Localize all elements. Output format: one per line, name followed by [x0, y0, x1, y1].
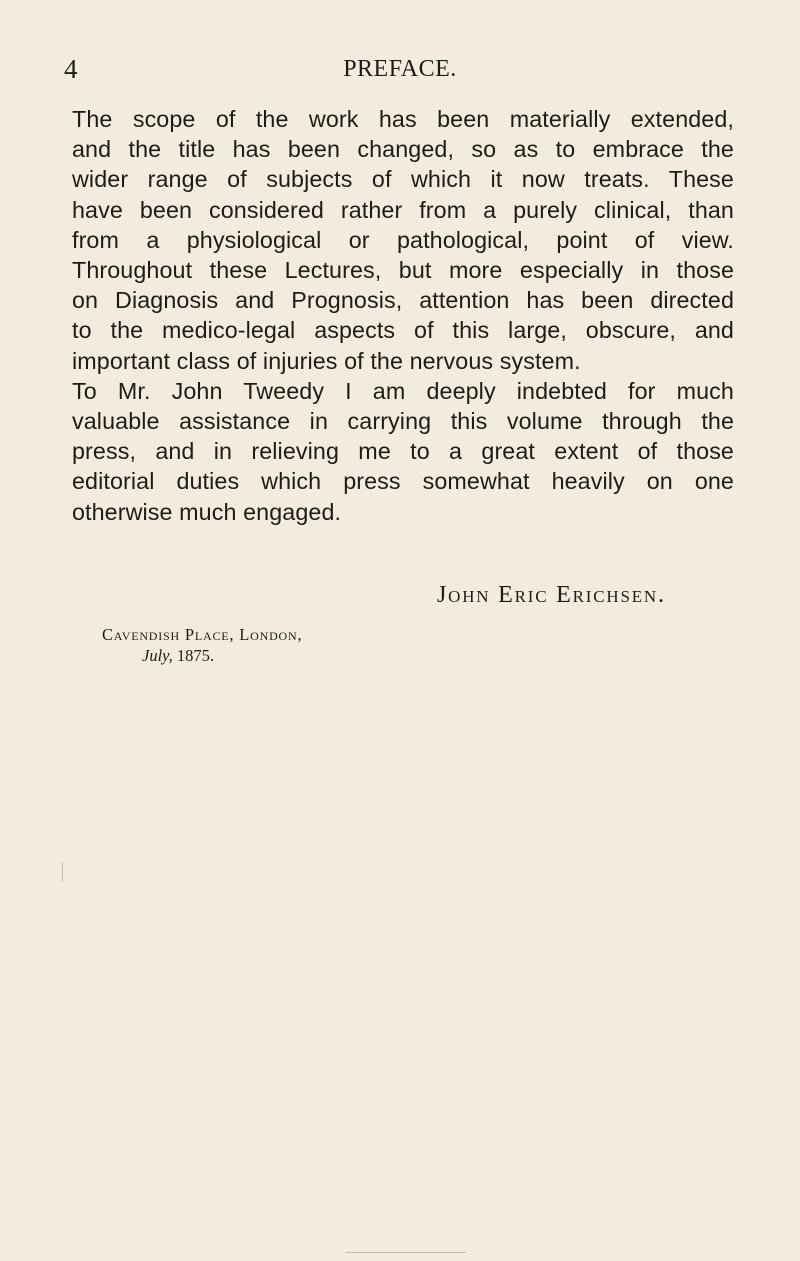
text-line: otherwise much engaged. — [72, 498, 342, 525]
text-line: from a physiological or pathological, point of view. — [72, 226, 734, 253]
preface-text — [72, 104, 734, 527]
text-line: and the title has been changed, so as to embrace the — [72, 136, 734, 163]
text-line: To Mr. John Tweedy I am deeply indebted for much — [72, 377, 734, 404]
text-line: valuable assistance in carrying this volume through the — [72, 408, 734, 435]
author-signature: John Eric Erichsen. — [437, 582, 666, 608]
paper-blemish — [346, 1252, 466, 1253]
text-line: important class of injuries of the nervous system. — [72, 347, 581, 374]
page-header — [0, 52, 800, 86]
text-line: The scope of the work has been materially extended, — [72, 106, 734, 132]
text-line: press, and in relieving me to a great extent of those — [72, 438, 734, 465]
text-line: Throughout these Lectures, but more especially in those — [72, 257, 734, 284]
date-year: 1875. — [176, 646, 214, 665]
page-number: 4 — [64, 54, 78, 84]
text-line: editorial duties which press somewhat heavily on one — [72, 468, 734, 495]
signing-place: Cavendish Place, London, — [102, 625, 303, 644]
text-line: to the medico-legal aspects of this large, obscure, and — [72, 317, 734, 344]
text-line: on Diagnosis and Prognosis, attention has been directed — [72, 287, 734, 314]
date-month: July, — [142, 646, 173, 665]
running-head: PREFACE. — [343, 56, 457, 82]
text-line: have been considered rather from a purely clinical, than — [72, 196, 734, 223]
paper-blemish — [62, 862, 63, 882]
text-line: wider range of subjects of which it now treats. These — [72, 166, 734, 193]
signing-date — [142, 645, 302, 666]
